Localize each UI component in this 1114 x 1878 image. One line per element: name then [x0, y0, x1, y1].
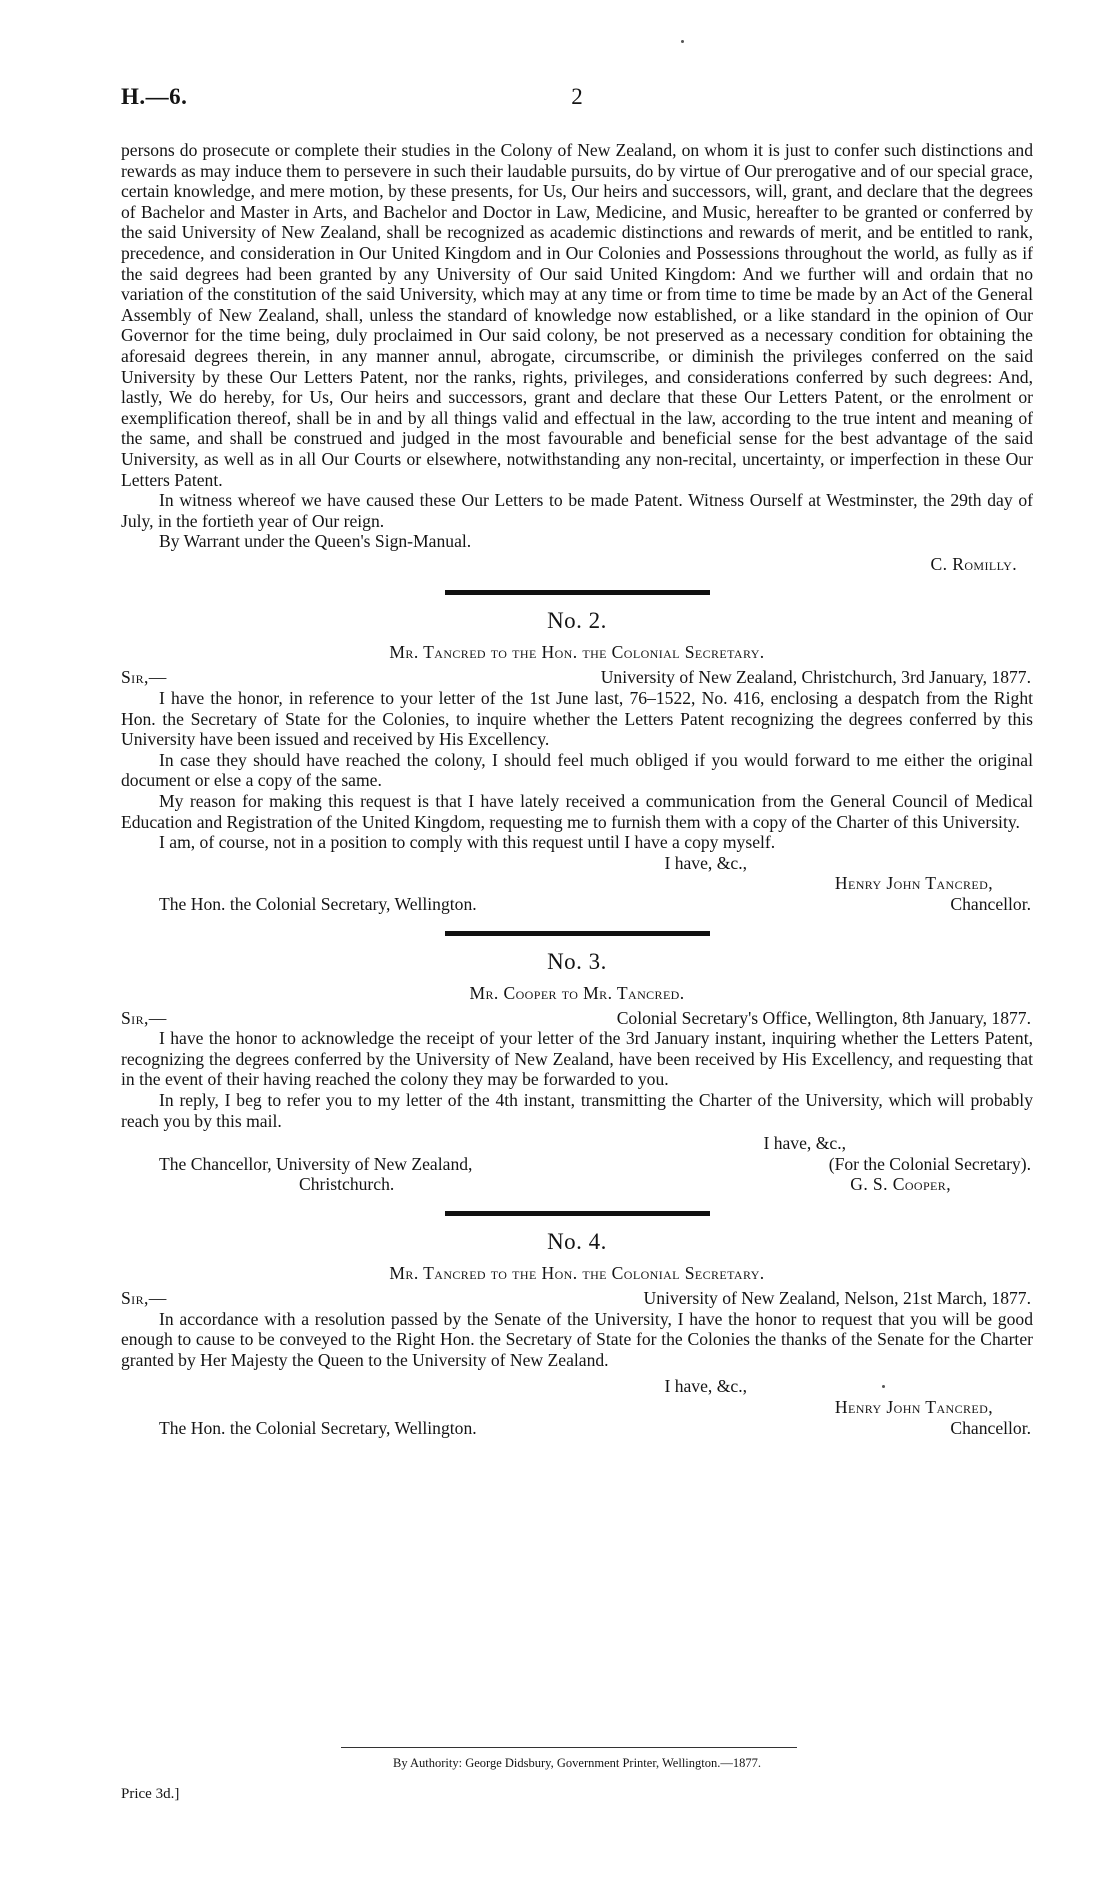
printer-imprint: By Authority: George Didsbury, Government Printer, Wellington.—1877. [392, 1756, 762, 1770]
body-paragraph: In witness whereof we have caused these Our Letters to be made Patent. Witness Ourself at Westminster, the 29th day of July, in the fortieth year of Our reign. [121, 490, 1033, 531]
signer-role: Chancellor. [950, 894, 1031, 914]
signature-block [763, 1133, 1033, 1195]
letter-number: No. 2. [547, 608, 607, 634]
body-paragraph: My reason for making this request is that I have lately received a communication from the General Council of Medical Education and Registration of the United Kingdom, requesting me to furnish them with a copy of the Charter of this University. [121, 791, 1033, 832]
on-behalf-line: (For the Colonial Secretary). [828, 1153, 1031, 1174]
letter-no-3 [121, 948, 1033, 1195]
salutation: Sir,— [121, 667, 167, 688]
signer-name: Henry John Tancred, [834, 873, 993, 894]
closing-block [121, 1133, 1033, 1195]
section-divider [445, 931, 710, 936]
signer-name: G. S. Cooper, [850, 1174, 951, 1195]
print-speck [681, 40, 684, 43]
letter-1-continuation [121, 140, 1033, 574]
recipient-block [121, 1133, 472, 1195]
body-paragraph: In reply, I beg to refer you to my letter of the 4th instant, transmitting the Charter of the University, which will probably reach you by this mail. [121, 1089, 1033, 1131]
letter-number: No. 4. [547, 1228, 607, 1254]
body-paragraph: I have the honor, in reference to your letter of the 1st June last, 76–1522, No. 416, enclosing a despatch from the Right Hon. the Secretary of State for the Colonies, to inquire whether the Letters Patent recognizing the degrees conferred by this University have been issued and received by His Excellency. [121, 688, 1033, 750]
sender-address: University of New Zealand, Christchurch, 3rd January, 1877. [600, 667, 1031, 688]
letter-no-2 [121, 607, 1033, 914]
closing: I have, &c., [664, 1376, 747, 1397]
salutation-row [121, 667, 1033, 688]
section-divider [445, 1211, 710, 1216]
recipient-city: Christchurch. [299, 1174, 395, 1195]
closing-row [121, 894, 1033, 915]
paper-reference: H.—6. [121, 84, 188, 109]
sender-address: Colonial Secretary's Office, Wellington, 8th January, 1877. [616, 1007, 1031, 1028]
letter-no-4 [121, 1228, 1033, 1438]
letter-number: No. 3. [547, 948, 607, 974]
body-paragraph: I have the honor to acknowledge the receipt of your letter of the 3rd January instant, inquiring whether the Letters Patent, recognizing the degrees conferred by the University of New Zealand, have been received by His Excellency, and requesting that in the event of their having reached the colony they may be forwarded to you. [121, 1028, 1033, 1090]
main-text-column [121, 140, 1033, 1438]
body-paragraph: I am, of course, not in a position to comply with this request until I have a copy myself. [159, 832, 776, 853]
letter-title: Mr. Tancred to the Hon. the Colonial Secretary. [389, 1262, 765, 1283]
signature: C. Romilly. [930, 553, 1017, 574]
body-paragraph: In accordance with a resolution passed by the Senate of the University, I have the honor to request that you will be good enough to cause to be conveyed to the Right Hon. the Secretary of State for the Colonies the thanks of the Senate for the Charter granted by Her Majesty the Queen to the University of New Zealand. [121, 1308, 1033, 1370]
body-paragraph: persons do prosecute or complete their studies in the Colony of New Zealand, on whom it is just to confer such distinctions and rewards as may induce them to persevere in such their laudable pursuits, do by virtue of Our prerogative and of our special grace, certain knowledge, and mere motion, by these presents, for Us, Our heirs and successors, will, grant, and declare that the degrees of Bachelor and Master in Arts, and Bachelor and Doctor in Law, Medicine, and Music, hereafter to be granted or conferred by the said University of New Zealand, shall be recognized as academic distinctions and rewards of merit, and be entitled to rank, precedence, and consideration in Our United Kingdom and in Our Colonies and Possessions throughout the world, as fully as if the said degrees had been granted by any University of Our said United Kingdom: And we further will and ordain that no variation of the constitution of the said University, which may at any time or from time to time be made by an Act of the General Assembly of New Zealand, shall, unless the standard of knowledge now established, or a like standard in the opinion of Our Governor for the time being, duly proclaimed in Our said colony, be not preserved as a necessary condition for obtaining the aforesaid degrees therein, in any manner annul, abrogate, circumscribe, or diminish the privileges conferred on the said University by these Our Letters Patent, nor the ranks, rights, privileges, and considerations conferred by such degrees: And, lastly, We do hereby, for Us, Our heirs and successors, grant and declare that these Our Letters Patent, or the enrolment or exemplification thereof, shall be in and by all things valid and effectual in the law, according to the true intent and meaning of the same, and shall be construed and judged in the most favourable and beneficial sense for the best advantage of the said University, as well as in all Our Courts or elsewhere, notwithstanding any non-recital, uncertainty, or imperfection in these Our Letters Patent. [121, 140, 1033, 490]
page-header [121, 84, 1033, 114]
signer-name: Henry John Tancred, [834, 1396, 993, 1417]
section-divider [445, 590, 710, 595]
letter-title: Mr. Tancred to the Hon. the Colonial Secretary. [389, 642, 765, 663]
page-number: 2 [571, 84, 583, 109]
recipient: The Hon. the Colonial Secretary, Wellington. [159, 894, 477, 914]
price-label: Price 3d.] [121, 1786, 180, 1802]
salutation: Sir,— [121, 1287, 167, 1308]
body-paragraph: By Warrant under the Queen's Sign-Manual. [159, 531, 472, 552]
salutation-row [121, 1288, 1033, 1309]
letter-title: Mr. Cooper to Mr. Tancred. [469, 982, 685, 1003]
sender-address: University of New Zealand, Nelson, 21st March, 1877. [643, 1287, 1031, 1308]
recipient-line: The Chancellor, University of New Zealand, [159, 1153, 473, 1174]
closing: I have, &c., [664, 852, 747, 873]
salutation: Sir,— [121, 1007, 167, 1028]
closing: I have, &c., [763, 1133, 846, 1154]
closing-row [121, 1418, 1033, 1439]
body-paragraph: In case they should have reached the colony, I should feel much obliged if you would forward to me either the original document or else a copy of the same. [121, 749, 1033, 791]
footer-divider [341, 1747, 797, 1748]
recipient: The Hon. the Colonial Secretary, Wellington. [159, 1417, 477, 1438]
signer-role: Chancellor. [950, 1417, 1031, 1438]
salutation-row [121, 1008, 1033, 1029]
